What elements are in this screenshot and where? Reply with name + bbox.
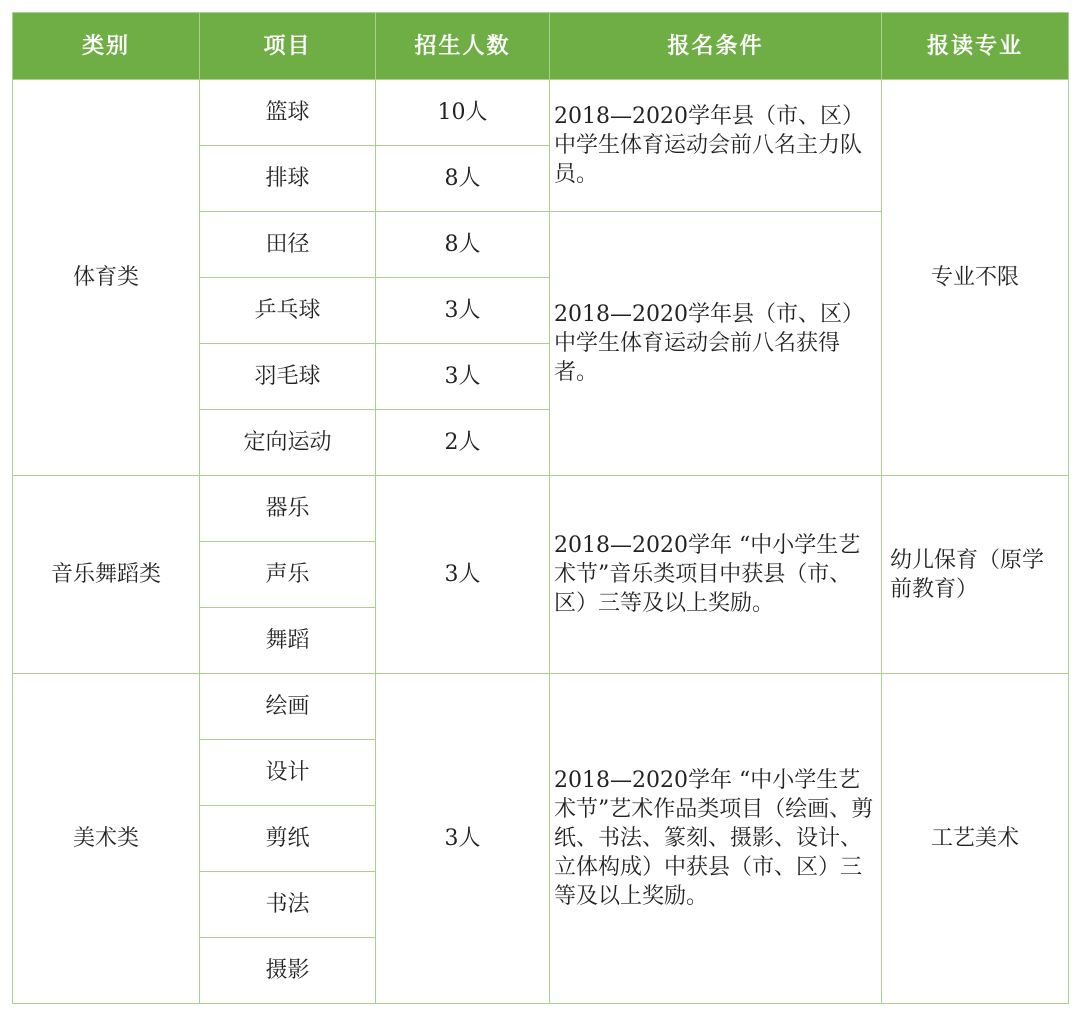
enrollment-table-wrapper (12, 12, 1069, 1004)
item-cell: 乒乓球 (200, 278, 376, 344)
header-item: 项目 (200, 13, 376, 80)
count-cell: 3人 (376, 278, 550, 344)
item-cell: 器乐 (200, 476, 376, 542)
category-cell-art: 美术类 (13, 674, 200, 1004)
major-cell-art: 工艺美术 (882, 674, 1069, 1004)
item-cell: 剪纸 (200, 806, 376, 872)
condition-cell: 2018—2020学年县（市、区）中学生体育运动会前八名主力队员。 (550, 80, 882, 212)
header-row (13, 13, 1069, 80)
item-cell: 定向运动 (200, 410, 376, 476)
header-major: 报读专业 (882, 13, 1069, 80)
table-row (13, 476, 1069, 542)
count-cell: 8人 (376, 146, 550, 212)
category-cell-sports: 体育类 (13, 80, 200, 476)
table-row (13, 674, 1069, 740)
header-category: 类别 (13, 13, 200, 80)
item-cell: 绘画 (200, 674, 376, 740)
condition-cell: 2018—2020学年 “中小学生艺术节”艺术作品类项目（绘画、剪纸、书法、篆刻、摄影、设计、立体构成）中获县（市、区）三等及以上奖励。 (550, 674, 882, 1004)
major-cell-sports: 专业不限 (882, 80, 1069, 476)
enrollment-table (12, 12, 1069, 1004)
header-count: 招生人数 (376, 13, 550, 80)
condition-cell: 2018—2020学年 “中小学生艺术节”音乐类项目中获县（市、区）三等及以上奖励。 (550, 476, 882, 674)
major-cell-music: 幼儿保育（原学前教育） (882, 476, 1069, 674)
category-cell-music: 音乐舞蹈类 (13, 476, 200, 674)
table-row (13, 80, 1069, 146)
count-cell: 3人 (376, 344, 550, 410)
count-cell: 3人 (376, 674, 550, 1004)
item-cell: 舞蹈 (200, 608, 376, 674)
item-cell: 设计 (200, 740, 376, 806)
condition-cell: 2018—2020学年县（市、区）中学生体育运动会前八名获得者。 (550, 212, 882, 476)
count-cell: 2人 (376, 410, 550, 476)
item-cell: 摄影 (200, 938, 376, 1004)
item-cell: 书法 (200, 872, 376, 938)
item-cell: 篮球 (200, 80, 376, 146)
count-cell: 8人 (376, 212, 550, 278)
item-cell: 羽毛球 (200, 344, 376, 410)
item-cell: 田径 (200, 212, 376, 278)
count-cell: 10人 (376, 80, 550, 146)
item-cell: 排球 (200, 146, 376, 212)
count-cell: 3人 (376, 476, 550, 674)
item-cell: 声乐 (200, 542, 376, 608)
header-condition: 报名条件 (550, 13, 882, 80)
